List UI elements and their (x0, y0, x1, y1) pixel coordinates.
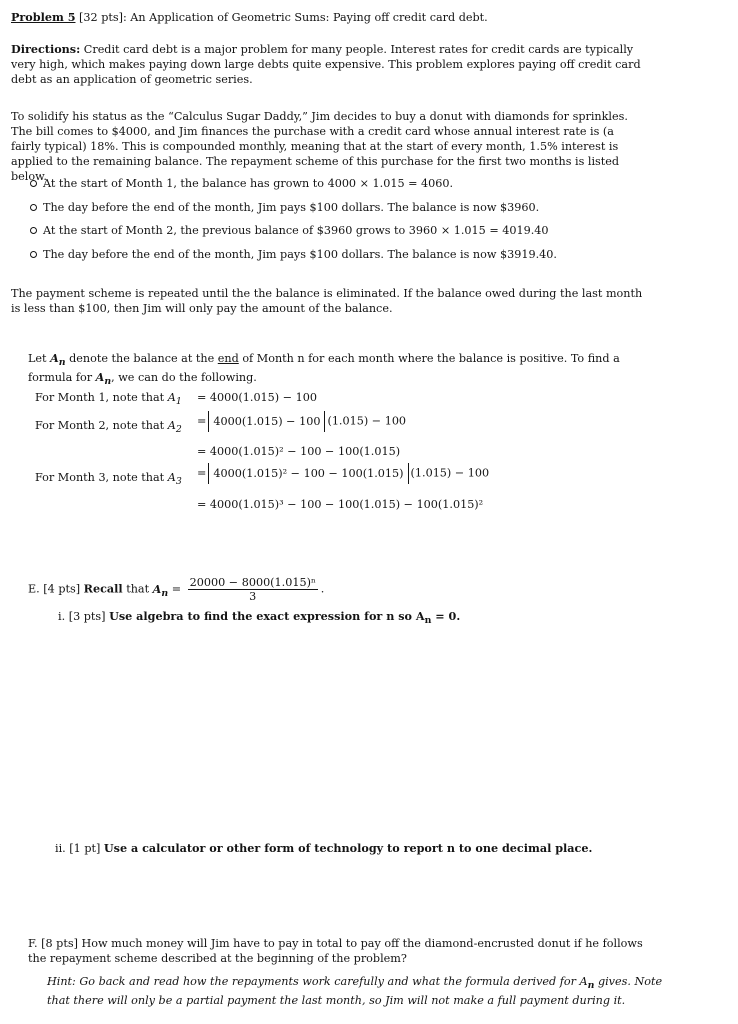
part-e-text: that (126, 582, 150, 596)
a1-symbol: $A_1$ (167, 391, 182, 408)
derivation-intro-text: of Month n for each month where the balance is positive. To find a formula for (28, 352, 620, 385)
part-e-points: [4 pts] (43, 582, 81, 596)
month3-outer: (1.015) − 100 (410, 466, 490, 480)
equals-sign: = (197, 414, 207, 428)
formula-fraction (188, 576, 318, 603)
part-e-i-points: [3 pts] (68, 610, 106, 623)
part-f-text: How much money will Jim have to pay in total to pay off the diamond-encrusted donut if he follows the repayment scheme described at the beginning of the problem? (28, 937, 643, 965)
month3-expression (197, 463, 489, 484)
problem-title-text: : An Application of Geometric Sums: Paying off credit card debt. (122, 11, 488, 24)
formula-denominator: 3 (249, 590, 257, 603)
month2-expression (197, 411, 406, 432)
month1-expression: = 4000(1.015) − 100 (197, 391, 317, 404)
list-item: At the start of Month 1, the balance has grown to 4000 × 1.015 = 4060. (11, 176, 557, 200)
hint-text: Hint: Go back and read how the repayments work carefully and what the formula derived for A (47, 975, 588, 988)
a-n-symbol: $A_n$ (95, 370, 112, 388)
equals-sign: = (197, 466, 207, 480)
hint-text-end: gives. Note that there will only be a partial payment the last month, so Jim will not make a full payment during it. (47, 975, 663, 1008)
recall-word: Recall (83, 581, 123, 596)
part-e-i-label: i. (58, 610, 66, 623)
a2-symbol: $A_2$ (167, 419, 182, 436)
month1-label: For Month 1, note that (35, 391, 165, 404)
repayment-list (11, 176, 557, 270)
a3-symbol: $A_3$ (167, 471, 182, 488)
month1-row (35, 390, 182, 409)
problem-label: Problem 5 (11, 10, 76, 24)
derivation-intro-text: denote the balance at the (65, 352, 218, 365)
derivation-intro (28, 351, 658, 389)
intro-paragraph: To solidify his status as the “Calculus Sugar Daddy,” Jim decides to buy a donut with diamonds for sprinkles. The bill comes to $4000, and Jim finances the purchase with a credit card whose annual interest rate is (a fairly typical) 18%. This is compounded monthly, meaning that at the start of every month, 1.5% interest is applied to the remaining balance. The repayment scheme of this purchase for the first two months is listed below. (11, 110, 628, 183)
end-word: end (217, 352, 239, 365)
list-item: The day before the end of the month, Jim pays $100 dollars. The balance is now $3960. (11, 200, 557, 224)
part-f-label: F. (28, 937, 38, 950)
part-f-hint: Hint: Go back and read how the repayments work carefully and what the formula derived for $A_n$ gives. Note that there will only be a partial payment the last month, so Jim will not make a full payment during it. (47, 975, 663, 1008)
part-e-i-text: Use algebra to find the exact expression for n so A (109, 609, 425, 623)
month2-simplified: = 4000(1.015)² − 100 − 100(1.015) (197, 445, 401, 458)
directions-paragraph (11, 42, 651, 87)
formula-numerator: 20000 − 8000(1.015)ⁿ (189, 576, 316, 589)
part-e-ii-label: ii. (55, 842, 66, 855)
part-e-i: i. [3 pts] Use algebra to find the exact expression for n so $A_n = 0$. (58, 609, 461, 627)
problem-points: [32 pts] (79, 11, 123, 24)
part-f (28, 936, 664, 966)
directions-text: Credit card debt is a major problem for many people. Interest rates for credit cards are typically very high, which makes paying down large debts quite expensive. This problem explores paying off credit card debt as an application of geometric series. (11, 43, 641, 86)
part-e-ii-text: Use a calculator or other form of technology to report n to one decimal place. (103, 841, 593, 855)
directions-label: Directions: (11, 42, 81, 56)
part-e-ii (55, 841, 592, 856)
derivation-intro-text: Let (28, 352, 51, 365)
month2-outer: (1.015) − 100 (327, 414, 407, 428)
a-n-symbol: $A_n$ (50, 351, 66, 369)
part-e-label: E. (28, 582, 40, 596)
list-item: The day before the end of the month, Jim pays $100 dollars. The balance is now $3919.40. (11, 247, 557, 271)
list-item: At the start of Month 2, the previous balance of $3960 grows to 3960 × 1.015 = 4019.40 (11, 223, 557, 247)
month2-row (35, 418, 182, 437)
part-e-i-end: = 0. (431, 609, 461, 623)
month2-bracket: 4000(1.015) − 100 (208, 411, 325, 432)
month3-bracket: 4000(1.015)² − 100 − 100(1.015) (208, 463, 408, 484)
problem-title (11, 10, 488, 25)
month3-label: For Month 3, note that (35, 471, 165, 484)
part-f-points: [8 pts] (41, 937, 78, 950)
month3-row (35, 470, 182, 489)
month2-label: For Month 2, note that (35, 419, 165, 432)
scheme-paragraph: The payment scheme is repeated until the the balance is eliminated. If the balance owed during the last month is less than $100, then Jim will only pay the amount of the balance. (11, 287, 643, 315)
a-n-symbol: $A_n$ (152, 581, 169, 599)
derivation-intro-text: , we can do the following. (111, 371, 257, 385)
month3-simplified: = 4000(1.015)³ − 100 − 100(1.015) − 100(1.015)² (197, 498, 484, 511)
part-e: E. [4 pts] Recall that $A_n$ = $\frac{\text{20000 − 8000(1.015)ⁿ}}{3}$ . (28, 576, 325, 603)
part-e-ii-points: [1 pt] (69, 842, 101, 855)
